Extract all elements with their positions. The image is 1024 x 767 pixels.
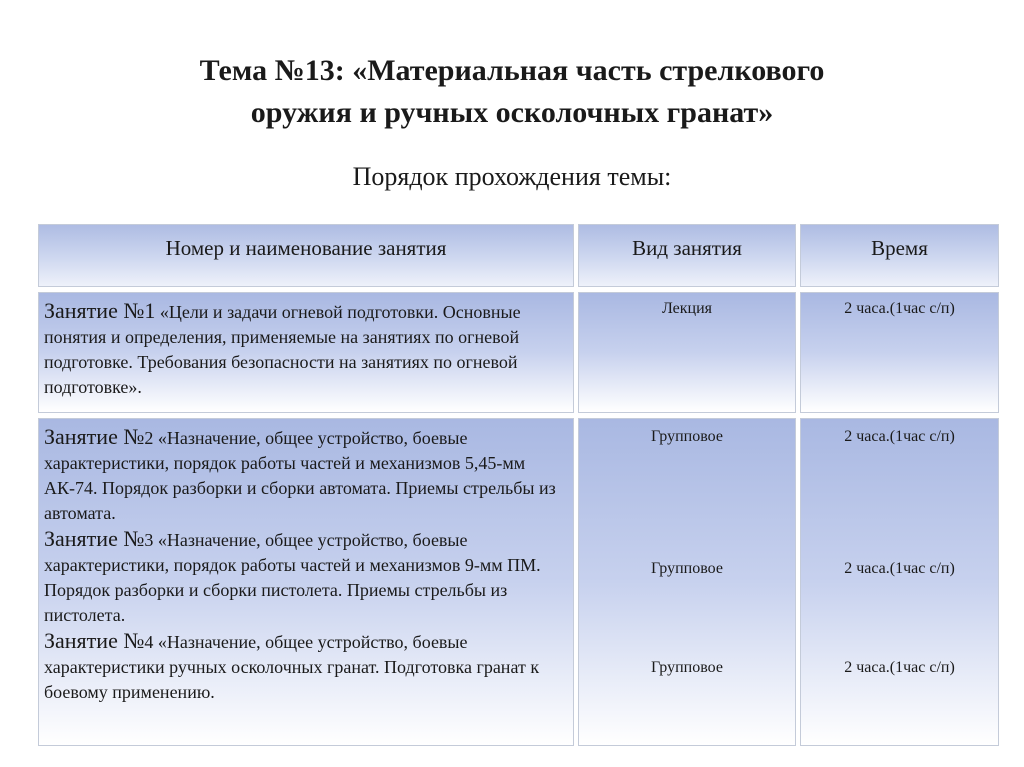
lessons-2-4-time-cell [800, 418, 999, 746]
lesson-2-text: «Назначение, общее устройство, боевые характеристики, порядок работы частей и механизмов 5,45-мм АК-74. Порядок разборки и сборки автомата. Приемы стрельбы из автомата. [44, 428, 556, 523]
slide-subtitle: Порядок прохождения темы: [352, 162, 672, 191]
slide-title [0, 50, 1024, 134]
lesson-3-number: 3 [144, 530, 154, 550]
lessons-2-4-type-cell [578, 418, 796, 746]
lesson-1-type: Лекция [661, 300, 713, 317]
lesson-4-time: 2 часа.(1час с/п) [844, 659, 955, 676]
lesson-2-number: 2 [144, 428, 154, 448]
lesson-2-lead: Занятие № [44, 424, 145, 449]
lesson-4-lead: Занятие № [44, 628, 145, 653]
lesson-1-lead: Занятие №1 [44, 298, 156, 323]
lessons-2-4-description [38, 418, 574, 746]
lesson-2-description [44, 424, 573, 526]
lesson-4-type: Групповое [651, 659, 723, 676]
lesson-3-lead: Занятие № [44, 526, 145, 551]
lesson-4-number: 4 [144, 632, 154, 652]
slide-title-line-1: Тема №13: «Материальная часть стрелкового [199, 54, 825, 87]
header-lesson-type: Вид занятия [578, 224, 796, 287]
lesson-3-time: 2 часа.(1час с/п) [844, 560, 955, 577]
lesson-1-type-cell [578, 292, 796, 413]
lesson-4-text: «Назначение, общее устройство, боевые характеристики ручных осколочных гранат. Подготовка гранат к боевому применению. [44, 632, 540, 702]
header-lesson-name: Номер и наименование занятия [38, 224, 574, 287]
lesson-3-text: «Назначение, общее устройство, боевые характеристики, порядок работы частей и механизмов 9-мм ПМ. Порядок разборки и сборки пистолета. Приемы стрельбы из пистолета. [44, 530, 541, 625]
lesson-1-description [38, 292, 574, 413]
header-time: Время [800, 224, 999, 287]
lesson-2-time: 2 часа.(1час с/п) [844, 428, 955, 445]
lesson-3-description [44, 526, 573, 628]
lesson-1-time-cell [800, 292, 999, 413]
lesson-2-type: Групповое [651, 428, 723, 445]
lesson-3-type: Групповое [651, 560, 723, 577]
lesson-1-text: «Цели и задачи огневой подготовки. Основные понятия и определения, применяемые на занятиях по огневой подготовке. Требования безопасности на занятиях по огневой подготовке». [44, 302, 521, 397]
lesson-1-time: 2 часа.(1час с/п) [844, 300, 955, 317]
lesson-4-description [44, 628, 573, 705]
slide-title-line-2: оружия и ручных осколочных гранат» [250, 96, 774, 129]
